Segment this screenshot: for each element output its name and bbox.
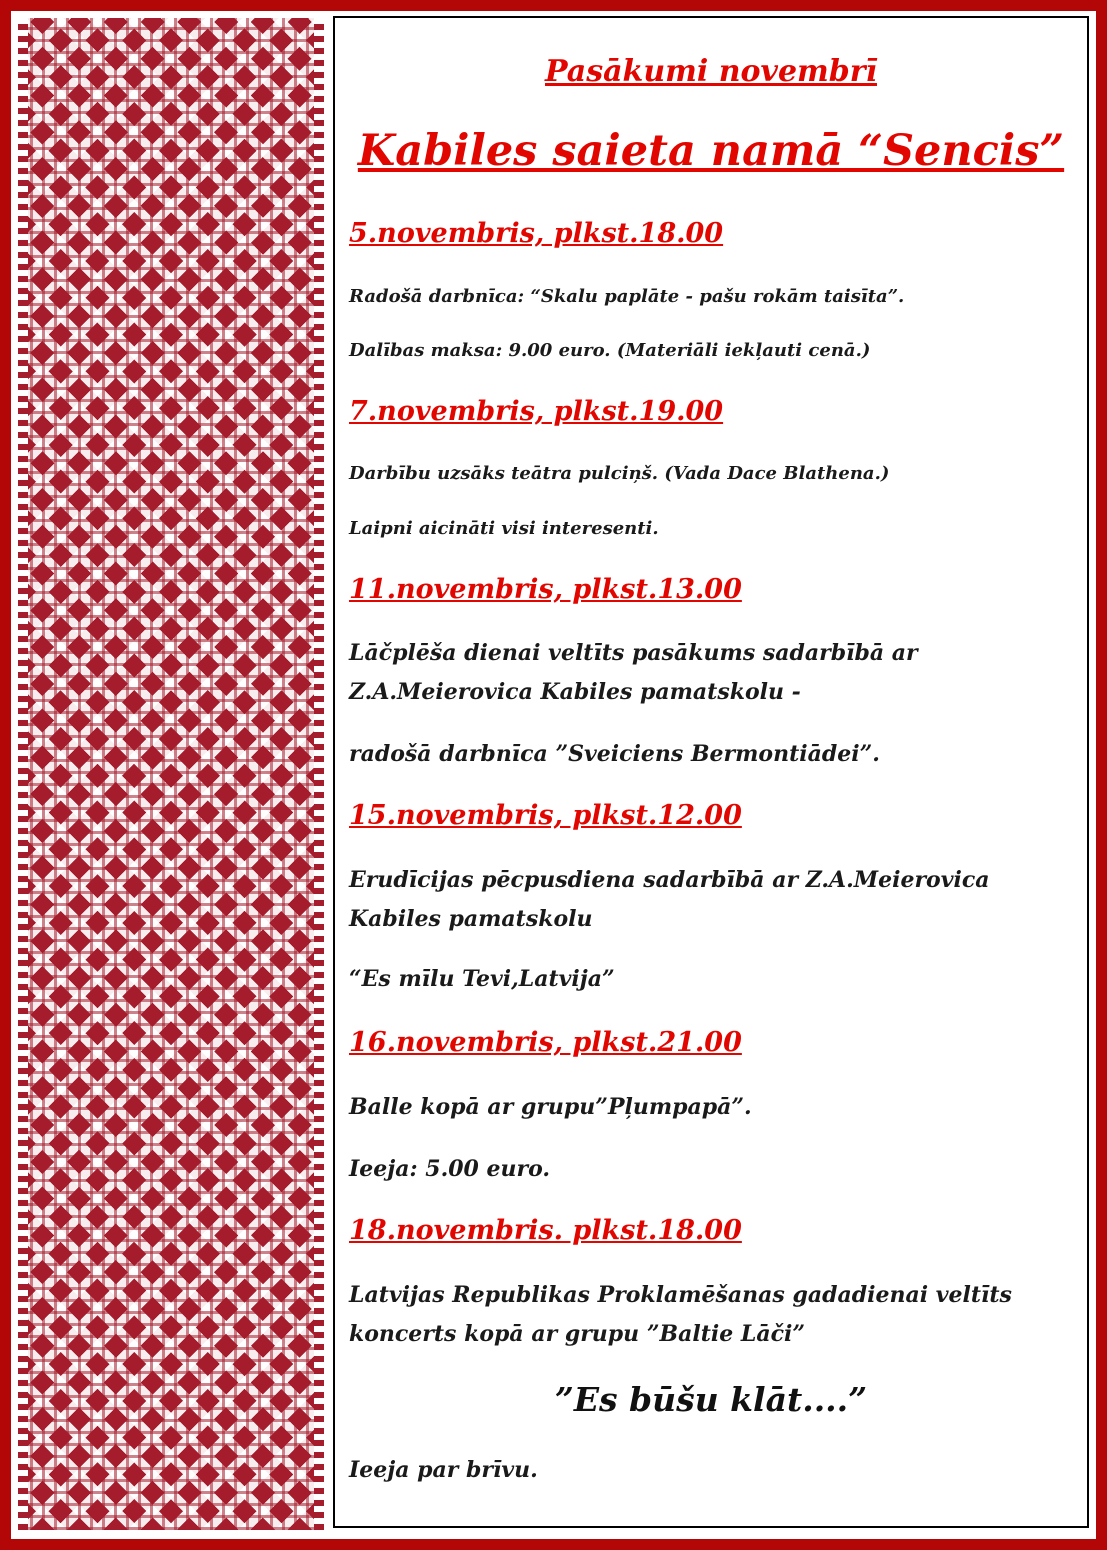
- event-line: Erudīcijas pēcpusdiena sadarbībā ar Z.A.Meierovica Kabiles pamatskolu: [349, 867, 990, 932]
- event-line: Ieeja: 5.00 euro.: [349, 1156, 551, 1182]
- ornament-edge-left: [18, 18, 28, 1530]
- event-line: Balle kopā ar grupu”Pļumpapā”.: [349, 1094, 752, 1120]
- event-line: Laipni aicināti visi interesenti.: [349, 518, 659, 539]
- event-line: radošā darbnīca ”Sveiciens Bermontiādei”.: [349, 741, 880, 767]
- event-date: 15.novembris, plkst.12.00: [349, 800, 742, 831]
- event-line: Lāčplēša dienai veltīts pasākums sadarbībā ar Z.A.Meierovica Kabiles pamatskolu -: [349, 640, 918, 705]
- event-line: Darbību uzsāks teātra pulciņš. (Vada Dace Blathena.): [349, 463, 890, 484]
- event-date: 18.novembris. plkst.18.00: [349, 1215, 742, 1246]
- folk-ornament-border: [18, 18, 324, 1530]
- event-date: 7.novembris, plkst.19.00: [349, 396, 724, 427]
- event-date: 16.novembris, plkst.21.00: [349, 1027, 742, 1058]
- event-date: 11.novembris, plkst.13.00: [349, 574, 742, 605]
- venue-title: Kabiles saieta namā “Sencis”: [357, 126, 1065, 176]
- event-date: 5.novembris, plkst.18.00: [349, 218, 724, 249]
- event-line: Latvijas Republikas Proklamēšanas gadadienai veltīts koncerts kopā ar grupu ”Baltie Lāči”: [349, 1282, 1012, 1347]
- event-line: Radošā darbnīca: “Skalu paplāte - pašu rokām taisīta”.: [349, 286, 905, 307]
- event-line: Dalības maksa: 9.00 euro. (Materiāli iekļauti cenā.): [349, 340, 871, 361]
- poster-title: Pasākumi novembrī: [545, 54, 877, 89]
- content-box: [333, 16, 1089, 1528]
- slogan: ”Es būšu klāt....”: [554, 1380, 868, 1419]
- closing-line: Ieeja par brīvu.: [349, 1457, 538, 1483]
- ornament-edge-right: [314, 18, 324, 1530]
- event-line: “Es mīlu Tevi,Latvija”: [349, 966, 615, 992]
